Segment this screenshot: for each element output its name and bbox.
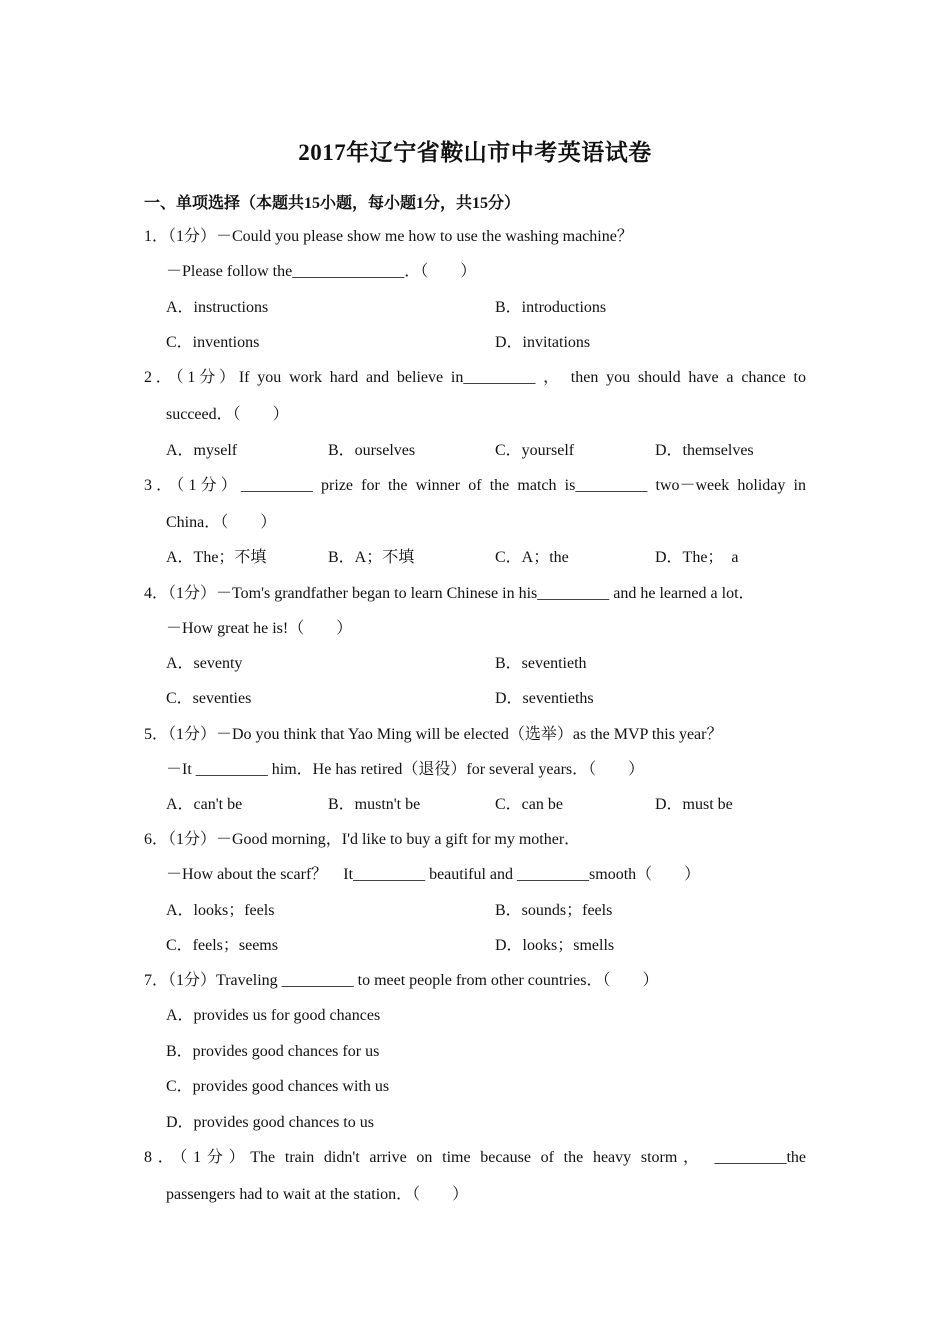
question-8-continuation: passengers had to wait at the station．（ ） [166,1186,469,1203]
question-1-stem: 1．（1分）－Could you please show me how to use the washing machine？ [144,228,633,245]
question-5-stem: 5．（1分）－Do you think that Yao Ming will be elected（选举）as the MVP this year？ [144,726,723,743]
question-5-option-b: B．mustn't be [328,796,421,813]
question-1-option-c: C．inventions [166,334,260,351]
question-6-stem: 6．（1分）－Good morning，I'd like to buy a gift for my mother． [144,831,581,848]
question-3-option-b: B．A；不填 [328,549,415,566]
question-2-continuation: succeed．（ ） [166,406,289,423]
page-title: 2017年辽宁省鞍山市中考英语试卷 [298,140,652,165]
question-5-option-a: A．can't be [166,796,243,813]
question-8-stem: 8．（1分）The train didn't arrive on time because of the heavy storm， _________the [144,1149,806,1166]
question-2-stem: 2．（1分）If you work hard and believe in_________ ， then you should have a chance to [144,369,806,386]
section-heading: 一、单项选择（本题共15小题，每小题1分，共15分） [144,195,521,212]
question-3-stem: 3．（1分）_________ prize for the winner of the match is_________ two－week holiday in [144,477,806,494]
question-6-option-d: D．looks；smells [495,937,615,954]
question-6-response: －How about the scarf？ It_________ beautiful and _________smooth（ ） [166,866,701,883]
question-3-continuation: China．（ ） [166,514,277,531]
question-6-option-b: B．sounds；feels [495,902,613,919]
question-3-option-a: A．The；不填 [166,549,267,566]
question-3-option-d: D．The； a [655,549,739,566]
question-2-option-d: D．themselves [655,442,754,459]
question-4-stem: 4．（1分）－Tom's grandfather began to learn Chinese in his_________ and he learned a lot． [144,585,755,602]
question-1-response: －Please follow the______________．（ ） [166,263,477,280]
question-7-option-b: B．provides good chances for us [166,1043,380,1060]
question-5-response: －It _________ him．He has retired（退役）for several years．（ ） [166,761,645,778]
question-7-stem: 7．（1分）Traveling _________ to meet people from other countries．（ ） [144,972,659,989]
question-2-option-c: C．yourself [495,442,575,459]
question-3-option-c: C．A；the [495,549,569,566]
question-5-option-c: C．can be [495,796,563,813]
question-1-option-b: B．introductions [495,299,607,316]
question-4-option-c: C．seventies [166,690,252,707]
question-1-option-d: D．invitations [495,334,591,351]
question-4-response: －How great he is!（ ） [166,620,353,637]
question-7-option-c: C．provides good chances with us [166,1078,390,1095]
question-6-option-c: C．feels；seems [166,937,278,954]
question-4-option-d: D．seventieths [495,690,594,707]
question-5-option-d: D．must be [655,796,733,813]
question-7-option-a: A．provides us for good chances [166,1007,381,1024]
question-6-option-a: A．looks；feels [166,902,275,919]
question-4-option-b: B．seventieth [495,655,587,672]
question-4-option-a: A．seventy [166,655,243,672]
question-2-option-b: B．ourselves [328,442,416,459]
question-7-option-d: D．provides good chances to us [166,1114,374,1131]
question-1-option-a: A．instructions [166,299,269,316]
question-2-option-a: A．myself [166,442,238,459]
